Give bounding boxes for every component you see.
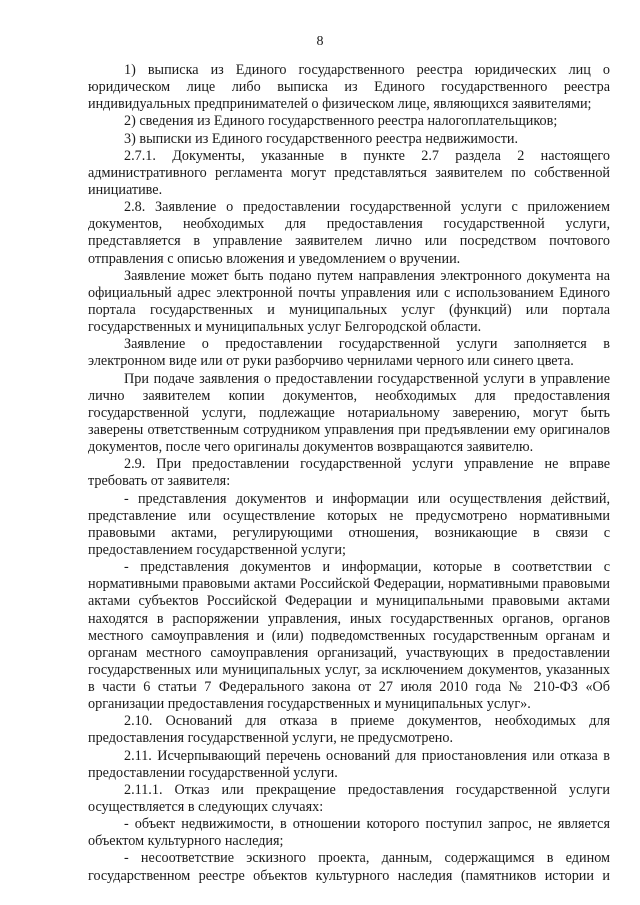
text-line: инициативе. bbox=[88, 181, 163, 198]
text-line: 2.7.1. Документы, указанные в пункте 2.7 раздела 2 настоящего bbox=[124, 147, 610, 164]
text-line: - несоответствие эскизного проекта, данным, содержащимся в едином bbox=[124, 850, 610, 867]
text-line: официальный адрес электронной почты управления или с использованием Единого bbox=[88, 284, 610, 301]
text-line: 3) выписки из Единого государственного реестра недвижимости. bbox=[124, 130, 519, 147]
text-line: индивидуальных предпринимателей о физическом лице, являющихся заявителями; bbox=[88, 96, 592, 113]
page-number: 8 bbox=[316, 34, 324, 49]
text-line: органам местного самоуправления организаций, участвующих в предоставлении bbox=[88, 644, 610, 661]
text-line: документов, после чего оригиналы документов возвращаются заявителю. bbox=[88, 439, 534, 456]
document-body bbox=[88, 62, 610, 885]
text-line: заверены ответственным сотрудником управления при предъявлении ему оригиналов bbox=[88, 421, 610, 438]
text-line: объектом культурного наследия; bbox=[88, 833, 284, 850]
text-line: - представления документов и информации, которые в соответствии с bbox=[124, 559, 610, 576]
text-line: государственных и муниципальных услуг Белгородской области. bbox=[88, 319, 482, 336]
paragraph bbox=[88, 336, 610, 370]
text-line: предоставлением государственной услуги; bbox=[88, 541, 346, 558]
text-line: документов, необходимых для предоставления государственной услуги, bbox=[88, 216, 610, 233]
text-line: предоставлении государственной услуги. bbox=[88, 764, 338, 781]
text-line: находятся в распоряжении управления, иных государственных органов, органов bbox=[88, 610, 610, 627]
text-line: предоставления государственной услуги, не предусмотрено. bbox=[88, 730, 454, 747]
text-line: организации предоставления государственных и муниципальных услуг». bbox=[88, 696, 531, 713]
text-line: 2.8. Заявление о предоставлении государственной услуги с приложением bbox=[124, 199, 610, 216]
paragraph bbox=[88, 491, 610, 560]
text-line: административного регламента могут представляться заявителем по собственной bbox=[88, 164, 610, 181]
text-line: государственной услуги, подлежащие нотариальному заверению, могут быть bbox=[88, 404, 610, 421]
text-line: 2.10. Оснований для отказа в приеме документов, необходимых для bbox=[124, 713, 610, 730]
text-line: юридическом лице либо выписка из Единого государственного реестра bbox=[88, 79, 610, 96]
text-line: Заявление может быть подано путем направления электронного документа на bbox=[124, 267, 610, 284]
text-line: в части 6 статьи 7 Федерального закона от 27 июля 2010 года № 210-ФЗ «Об bbox=[88, 679, 610, 696]
text-line: 2.9. При предоставлении государственной услуги управление не вправе bbox=[124, 456, 610, 473]
text-line: требовать от заявителя: bbox=[88, 473, 231, 490]
paragraph bbox=[88, 850, 610, 884]
paragraph bbox=[88, 559, 610, 713]
text-line: местного самоуправления и (или) подведомственных государственным органам и bbox=[88, 627, 610, 644]
paragraph bbox=[88, 371, 610, 457]
text-line: - объект недвижимости, в отношении которого поступил запрос, не является bbox=[124, 816, 610, 833]
text-line: портала государственных и муниципальных услуг (функций) или портала bbox=[88, 301, 610, 318]
paragraph bbox=[88, 456, 610, 490]
text-line: лично заявителем копии документов, необходимых для предоставления bbox=[88, 387, 610, 404]
text-line: Заявление о предоставлении государственной услуги заполняется в bbox=[124, 336, 610, 353]
text-line: правовыми актами, регулирующими отношения, возникающие в связи с bbox=[88, 524, 610, 541]
text-line: При подаче заявления о предоставлении государственной услуги в управление bbox=[124, 370, 610, 387]
text-line: представление или осуществление которых не предусмотрено нормативными bbox=[88, 507, 610, 524]
text-line: представляется в управление заявителем лично или посредством почтового bbox=[88, 233, 610, 250]
text-line: электронном виде или от руки разборчиво чернилами черного или синего цвета. bbox=[88, 353, 574, 370]
paragraph bbox=[88, 131, 610, 148]
paragraph bbox=[88, 748, 610, 782]
paragraph bbox=[88, 199, 610, 268]
text-line: государственных или муниципальных услуг, за исключением документов, указанных bbox=[88, 661, 610, 678]
text-line: нормативными правовыми актами Российской Федерации, нормативными правовыми bbox=[88, 576, 610, 593]
text-line: 1) выписка из Единого государственного реестра юридических лиц о bbox=[124, 62, 610, 78]
text-line: государственном реестре объектов культурного наследия (памятников истории и bbox=[88, 867, 610, 884]
paragraph bbox=[88, 713, 610, 747]
paragraph bbox=[88, 113, 610, 130]
paragraph bbox=[88, 62, 610, 113]
paragraph bbox=[88, 268, 610, 337]
text-line: - представления документов и информации или осуществления действий, bbox=[124, 490, 610, 507]
text-line: 2) сведения из Единого государственного реестра налогоплательщиков; bbox=[124, 113, 558, 130]
text-line: актами субъектов Российской Федерации и муниципальными правовыми актами bbox=[88, 593, 610, 610]
paragraph bbox=[88, 782, 610, 816]
text-line: 2.11. Исчерпывающий перечень оснований для приостановления или отказа в bbox=[124, 747, 610, 764]
paragraph bbox=[88, 148, 610, 199]
text-line: осуществляется в следующих случаях: bbox=[88, 799, 324, 816]
text-line: отправления с описью вложения и уведомлением о вручении. bbox=[88, 250, 461, 267]
paragraph bbox=[88, 816, 610, 850]
text-line: 2.11.1. Отказ или прекращение предоставления государственной услуги bbox=[124, 781, 610, 798]
